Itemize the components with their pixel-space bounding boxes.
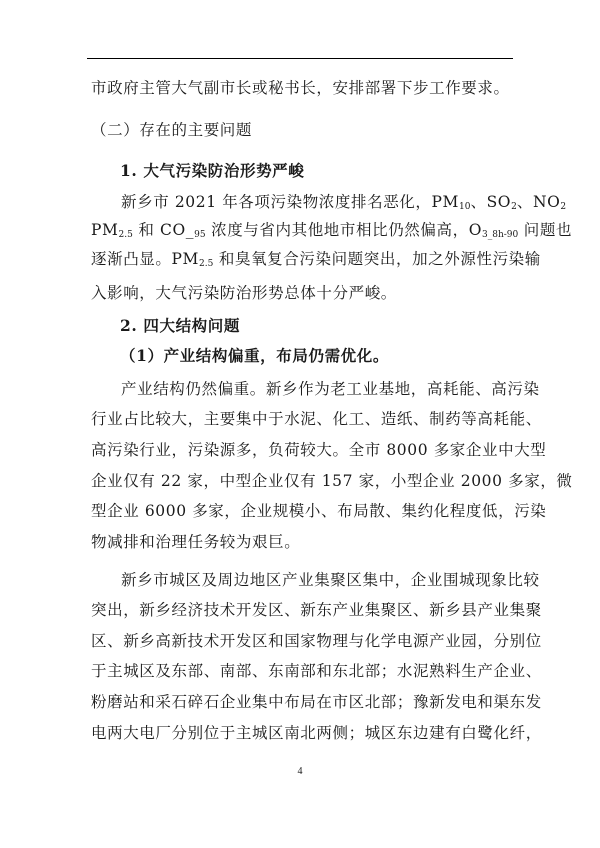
text-line: 企业仅有 22 家，中型企业仅有 157 家，小型企业 2000 多家，微 [91, 472, 573, 490]
text-line: 电两大电厂分别位于主城区南北两侧；城区东边建有白鹭化纤， [91, 724, 542, 742]
subsubsection-heading: （1）产业结构偏重，布局仍需优化。 [120, 346, 389, 365]
subsection-heading: 2. 四大结构问题 [120, 316, 240, 335]
text-line: 逐渐凸显。$PM_{2.5}$ 和臭氧复合污染问题突出，加之外源性污染输 [91, 250, 541, 269]
text-line: 行业占比较大，主要集中于水泥、化工、造纸、制药等高耗能、 [91, 410, 542, 428]
text-line: 区、新乡高新技术开发区和国家物理与化学电源产业园，分别位 [91, 632, 542, 650]
text-line: 新乡市城区及周边地区产业集聚区集中，企业围城现象比较 [121, 571, 540, 589]
text-line: 粉磨站和采石碎石企业集中布局在市区北部；豫新发电和渠东发 [91, 693, 542, 711]
text-line: 突出，新乡经济技术开发区、新东产业集聚区、新乡县产业集聚 [91, 601, 542, 619]
text-line: $PM_{2.5}$ 和 $CO\__{95}$ 浓度与省内其他地市相比仍然偏高，$O_{3\_8h-90}$ 问题也 [91, 221, 573, 240]
text-line: 新乡市 2021 年各项污染物浓度排名恶化，$PM_{10}$、$SO_2$、$NO_2$ [121, 193, 567, 212]
header-rule [87, 58, 513, 59]
section-heading: （二）存在的主要问题 [91, 121, 253, 139]
text-line: 物减排和治理任务较为艰巨。 [91, 533, 301, 551]
text-line: 高污染行业，污染源多，负荷较大。全市 8000 多家企业中大型 [91, 441, 547, 459]
text-line: 型企业 6000 多家，企业规模小、布局散、集约化程度低，污染 [91, 502, 547, 520]
text-line: 入影响，大气污染防治形势总体十分严峻。 [91, 284, 397, 302]
text-line: 于主城区及东部、南部、东南部和东北部；水泥熟料生产企业、 [91, 662, 542, 680]
text-line: 市政府主管大气副市长或秘书长，安排部署下步工作要求。 [91, 79, 510, 97]
text-line: 产业结构仍然偏重。新乡作为老工业基地，高耗能、高污染 [121, 380, 540, 398]
page-number: 4 [297, 766, 303, 777]
subsection-heading: 1. 大气污染防治形势严峻 [120, 161, 305, 180]
